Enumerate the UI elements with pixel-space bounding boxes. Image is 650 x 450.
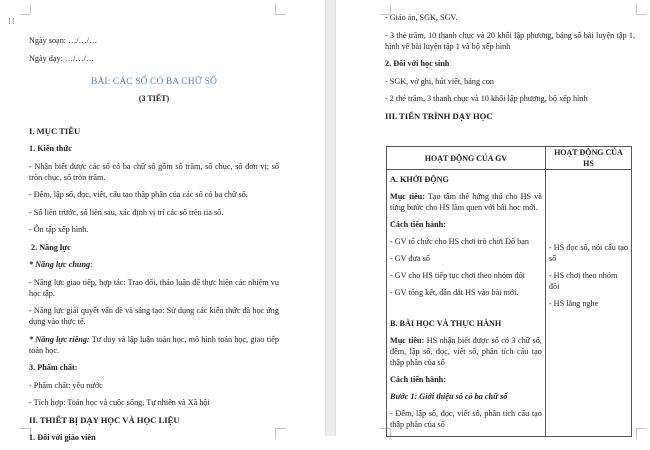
lesson-goal: [390, 335, 542, 368]
warmup-step: - GV cho HS tiếp tục chơi theo nhóm đôi: [390, 271, 525, 280]
table-move-handle-icon[interactable]: ⁞⁞: [8, 17, 16, 27]
warmup-step: - GV tổng kết, dẫn dắt HS vào bài mới.: [390, 288, 519, 297]
goal-text: HS nhận biết được số có 3 chữ số, đếm, lập số, đọc, viết số, phân tích cấu tạo thập phân của số: [390, 336, 542, 367]
student-item[interactable]: - SGK, vở ghi, bút viết, bảng con: [385, 76, 494, 86]
student-item[interactable]: - 2 thẻ trăm, 3 thanh chục và 10 khối lập phương, bộ xếp hình: [385, 94, 588, 103]
date-prepared[interactable]: Ngày soạn: …/…/…: [29, 36, 98, 45]
right-page-content: [385, 12, 635, 128]
warmup-step: - GV tổ chức cho HS chơi trò chơi Đố bạn: [390, 237, 529, 246]
qualities-item[interactable]: - Phẩm chất: yêu nước: [29, 380, 103, 390]
goal-label: Mục tiêu:: [390, 336, 425, 345]
lesson-step-item: - Đếm, lập số, đọc, viết số, phân tích cấu tạo thập phân của số: [390, 409, 542, 429]
page-corner-mark: [636, 4, 647, 15]
goal-label: Mục tiêu:: [390, 192, 425, 201]
left-page-content: [29, 35, 279, 450]
page-corner-mark: [20, 4, 31, 15]
student-activity-cell[interactable]: [545, 170, 631, 437]
student-activity: - HS lắng nghe: [548, 299, 599, 308]
knowledge-item[interactable]: - Ôn tập xếp hình.: [29, 225, 89, 234]
page-gap: [325, 0, 336, 436]
lesson-step-heading: Bước 1: Giới thiệu số có ba chữ số: [390, 392, 508, 401]
section-heading-equipment[interactable]: II. THIẾT BỊ DẠY HỌC VÀ HỌC LIỆU: [29, 414, 180, 425]
heading-qualities[interactable]: 3. Phẩm chất:: [29, 363, 78, 372]
activity-heading-lesson: B. BÀI HỌC VÀ THỰC HÀNH: [390, 319, 502, 328]
lesson-subtitle[interactable]: (3 TIẾT): [138, 93, 170, 103]
knowledge-item[interactable]: - Đếm, lập số, đọc, viết, cấu tạo thập phân của các số có ba chữ số.: [29, 190, 248, 199]
heading-competence[interactable]: 2. Năng lực: [31, 242, 71, 252]
general-competence-text: * Năng lực chung: [29, 260, 91, 269]
spacer: [390, 304, 542, 312]
qualities-item[interactable]: - Tích hợp: Toán học và cuộc sống, Tự nhiên và Xã hội: [29, 398, 210, 407]
heading-teacher-equipment[interactable]: 1. Đối với giáo viên: [29, 433, 96, 442]
teacher-item[interactable]: - Giáo án, SGK, SGV.: [385, 13, 458, 22]
table-header-teacher[interactable]: HOẠT ĐỘNG CỦA GV: [387, 147, 546, 170]
teacher-activity-cell[interactable]: [387, 170, 546, 437]
student-activity: - HS chơi theo nhóm đôi: [548, 271, 618, 291]
teacher-item[interactable]: - 3 thẻ trăm, 10 thanh chục và 20 khối lập phương, bảng số bài luyện tập 1, hình vẽ bài luyện tập 1 và bộ xếp hình: [385, 30, 635, 51]
section-heading-objectives[interactable]: I. MỤC TIÊU: [29, 125, 81, 136]
warmup-step: - GV đưa số: [390, 254, 430, 263]
warmup-method-label: Cách tiến hành:: [390, 220, 446, 229]
activity-heading-warmup: A. KHỞI ĐỘNG: [390, 175, 449, 184]
lesson-title[interactable]: BÀI: CÁC SỐ CÓ BA CHỮ SỐ: [91, 76, 217, 87]
competence-item[interactable]: - Năng lực giao tiếp, hợp tác: Trao đổi, thảo luận để thực hiện các nhiệm vụ học tập.: [29, 277, 279, 298]
general-competence-label[interactable]: [29, 259, 279, 270]
general-competence-colon: :: [90, 260, 93, 269]
knowledge-item[interactable]: - Số liền trước, số liền sau, xác định vị trí các số trên tia số.: [29, 207, 224, 217]
table-header-row: [387, 147, 632, 170]
specific-competence-label: * Năng lực riêng:: [29, 334, 90, 344]
table-header-student[interactable]: HOẠT ĐỘNG CỦA HS: [545, 147, 631, 170]
page-corner-mark: [636, 428, 647, 439]
specific-competence-text: Tư duy và lập luận toán học, mô hình toán học, giao tiếp toán học.: [29, 334, 279, 355]
student-activity: - HS đọc số, nói cấu tạo số: [548, 243, 628, 263]
lesson-method-label: Cách tiến hành:: [390, 375, 446, 384]
knowledge-item[interactable]: - Nhận biết được các số có ba chữ số gồm số trăm, số chục, số đơn vị; số tròn chục, số tròn trăm.: [29, 161, 279, 182]
table-row: [387, 170, 632, 437]
page-corner-mark: [275, 4, 286, 15]
lesson-activities-table[interactable]: [386, 146, 632, 437]
section-heading-process[interactable]: III. TIẾN TRÌNH DẠY HỌC: [385, 110, 493, 121]
heading-knowledge[interactable]: 1. Kiến thức: [29, 144, 72, 153]
competence-item[interactable]: - Năng lực giải quyết vấn đề và sáng tạo: Sử dụng các kiến thức đã học ứng dụng vào thực tế.: [29, 306, 279, 326]
goal-text: Tạo tâm thế hứng thú cho HS và từng bước cho HS làm quen với bài học mới.: [390, 192, 542, 212]
date-taught[interactable]: Ngày dạy: …/…/…: [29, 53, 95, 63]
specific-competence[interactable]: [29, 334, 279, 356]
heading-student-equipment[interactable]: 2. Đối với học sinh: [385, 59, 450, 68]
warmup-goal: [390, 191, 542, 213]
